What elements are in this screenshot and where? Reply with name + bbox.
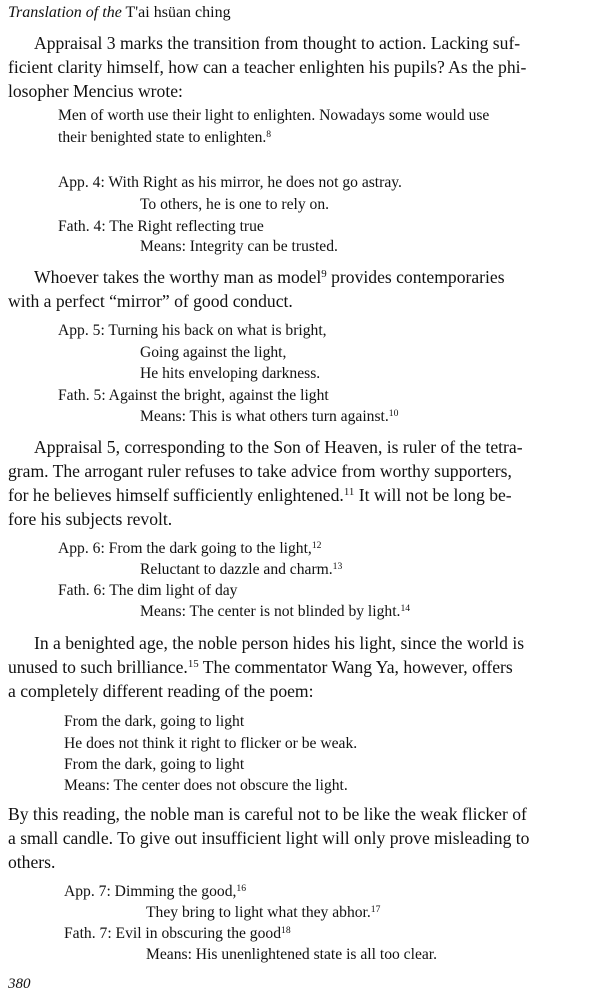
paragraph-text: unused to such brilliance.	[8, 657, 188, 677]
appraisal-line	[58, 540, 321, 558]
footnote-ref: 18	[281, 924, 291, 936]
footnote-ref: 11	[343, 486, 355, 498]
fathoming-line	[140, 408, 398, 426]
fathoming-line: Fath. 4: The Right reflecting true	[58, 218, 264, 235]
fathoming-text: Means: This is what others turn against.	[140, 408, 389, 425]
paragraph-text: Whoever takes the worthy man as model	[34, 267, 322, 287]
fathoming-line	[140, 603, 410, 621]
paragraph-text: The commentator Wang Ya, however, offers	[198, 657, 513, 677]
page-number: 380	[8, 976, 31, 992]
paragraph-line	[8, 657, 513, 678]
fathoming-line: Means: Integrity can be trusted.	[140, 238, 338, 255]
paragraph-line: Appraisal 3 marks the transition from thought to action. Lacking suf-	[34, 33, 521, 53]
appraisal-text: App. 7: Dimming the good,	[64, 883, 237, 900]
appraisal-text: They bring to light what they abhor.	[146, 904, 371, 921]
quote-line: He does not think it right to flicker or be weak.	[64, 735, 358, 752]
appraisal-line	[64, 883, 246, 901]
footnote-ref: 10	[388, 407, 399, 419]
running-header-roman: T'ai hsüan ching	[121, 4, 231, 21]
fathoming-line: Means: His unenlightened state is all too clear.	[146, 946, 438, 963]
paragraph-line: a small candle. To give out insufficient light will only prove misleading to	[8, 828, 530, 848]
appraisal-line: App. 4: With Right as his mirror, he does not go astray.	[58, 174, 402, 191]
quote-line: Men of worth use their light to enlighten. Nowadays some would use	[58, 107, 490, 124]
footnote-ref: 8	[266, 128, 272, 140]
quote-line	[58, 129, 271, 147]
paragraph-line: ficient clarity himself, how can a teacher enlighten his pupils? As the phi-	[8, 57, 527, 77]
paragraph-line: fore his subjects revolt.	[8, 509, 173, 529]
paragraph-text: It will not be long be-	[354, 485, 512, 505]
paragraph-line: a completely different reading of the poem:	[8, 681, 314, 701]
footnote-ref: 14	[400, 602, 411, 614]
footnote-ref: 15	[187, 658, 199, 670]
paragraph-text: for he believes himself sufficiently enlightened.	[8, 485, 344, 505]
fathoming-line: Fath. 5: Against the bright, against the light	[58, 387, 329, 404]
paragraph-line: others.	[8, 852, 56, 872]
footnote-ref: 12	[311, 539, 322, 551]
appraisal-line: Going against the light,	[140, 344, 287, 361]
footnote-ref: 17	[370, 903, 381, 915]
paragraph-line: gram. The arrogant ruler refuses to take advice from worthy supporters,	[8, 461, 512, 481]
appraisal-line: To others, he is one to rely on.	[140, 196, 330, 213]
quote-line: From the dark, going to light	[64, 756, 245, 773]
fathoming-text: Fath. 7: Evil in obscuring the good	[64, 925, 281, 942]
running-header-italic: Translation of the	[8, 4, 122, 21]
paragraph-line	[34, 267, 505, 288]
paragraph-line: with a perfect “mirror” of good conduct.	[8, 291, 293, 311]
footnote-ref: 13	[332, 560, 343, 572]
quote-line: Means: The center does not obscure the light.	[64, 777, 348, 794]
paragraph-line	[8, 485, 512, 506]
appraisal-line	[146, 904, 380, 922]
fathoming-line: Fath. 6: The dim light of day	[58, 582, 238, 599]
appraisal-text: App. 6: From the dark going to the light,	[58, 540, 312, 557]
quote-line: From the dark, going to light	[64, 713, 245, 730]
appraisal-line: He hits enveloping darkness.	[140, 365, 321, 382]
appraisal-line: App. 5: Turning his back on what is bright,	[58, 322, 327, 339]
footnote-ref: 16	[236, 882, 247, 894]
running-header	[8, 4, 231, 22]
paragraph-line: By this reading, the noble man is careful not to be like the weak flicker of	[8, 804, 527, 824]
appraisal-text: Reluctant to dazzle and charm.	[140, 561, 333, 578]
fathoming-text: Means: The center is not blinded by light.	[140, 603, 401, 620]
paragraph-text: provides contemporaries	[326, 267, 505, 287]
paragraph-line: In a benighted age, the noble person hides his light, since the world is	[34, 633, 525, 653]
footnote-ref: 9	[321, 268, 327, 280]
quote-text: their benighted state to enlighten.	[58, 129, 267, 146]
paragraph-line: Appraisal 5, corresponding to the Son of Heaven, is ruler of the tetra-	[34, 437, 523, 457]
fathoming-line	[64, 925, 291, 943]
appraisal-line	[140, 561, 342, 579]
paragraph-line: losopher Mencius wrote:	[8, 81, 183, 101]
